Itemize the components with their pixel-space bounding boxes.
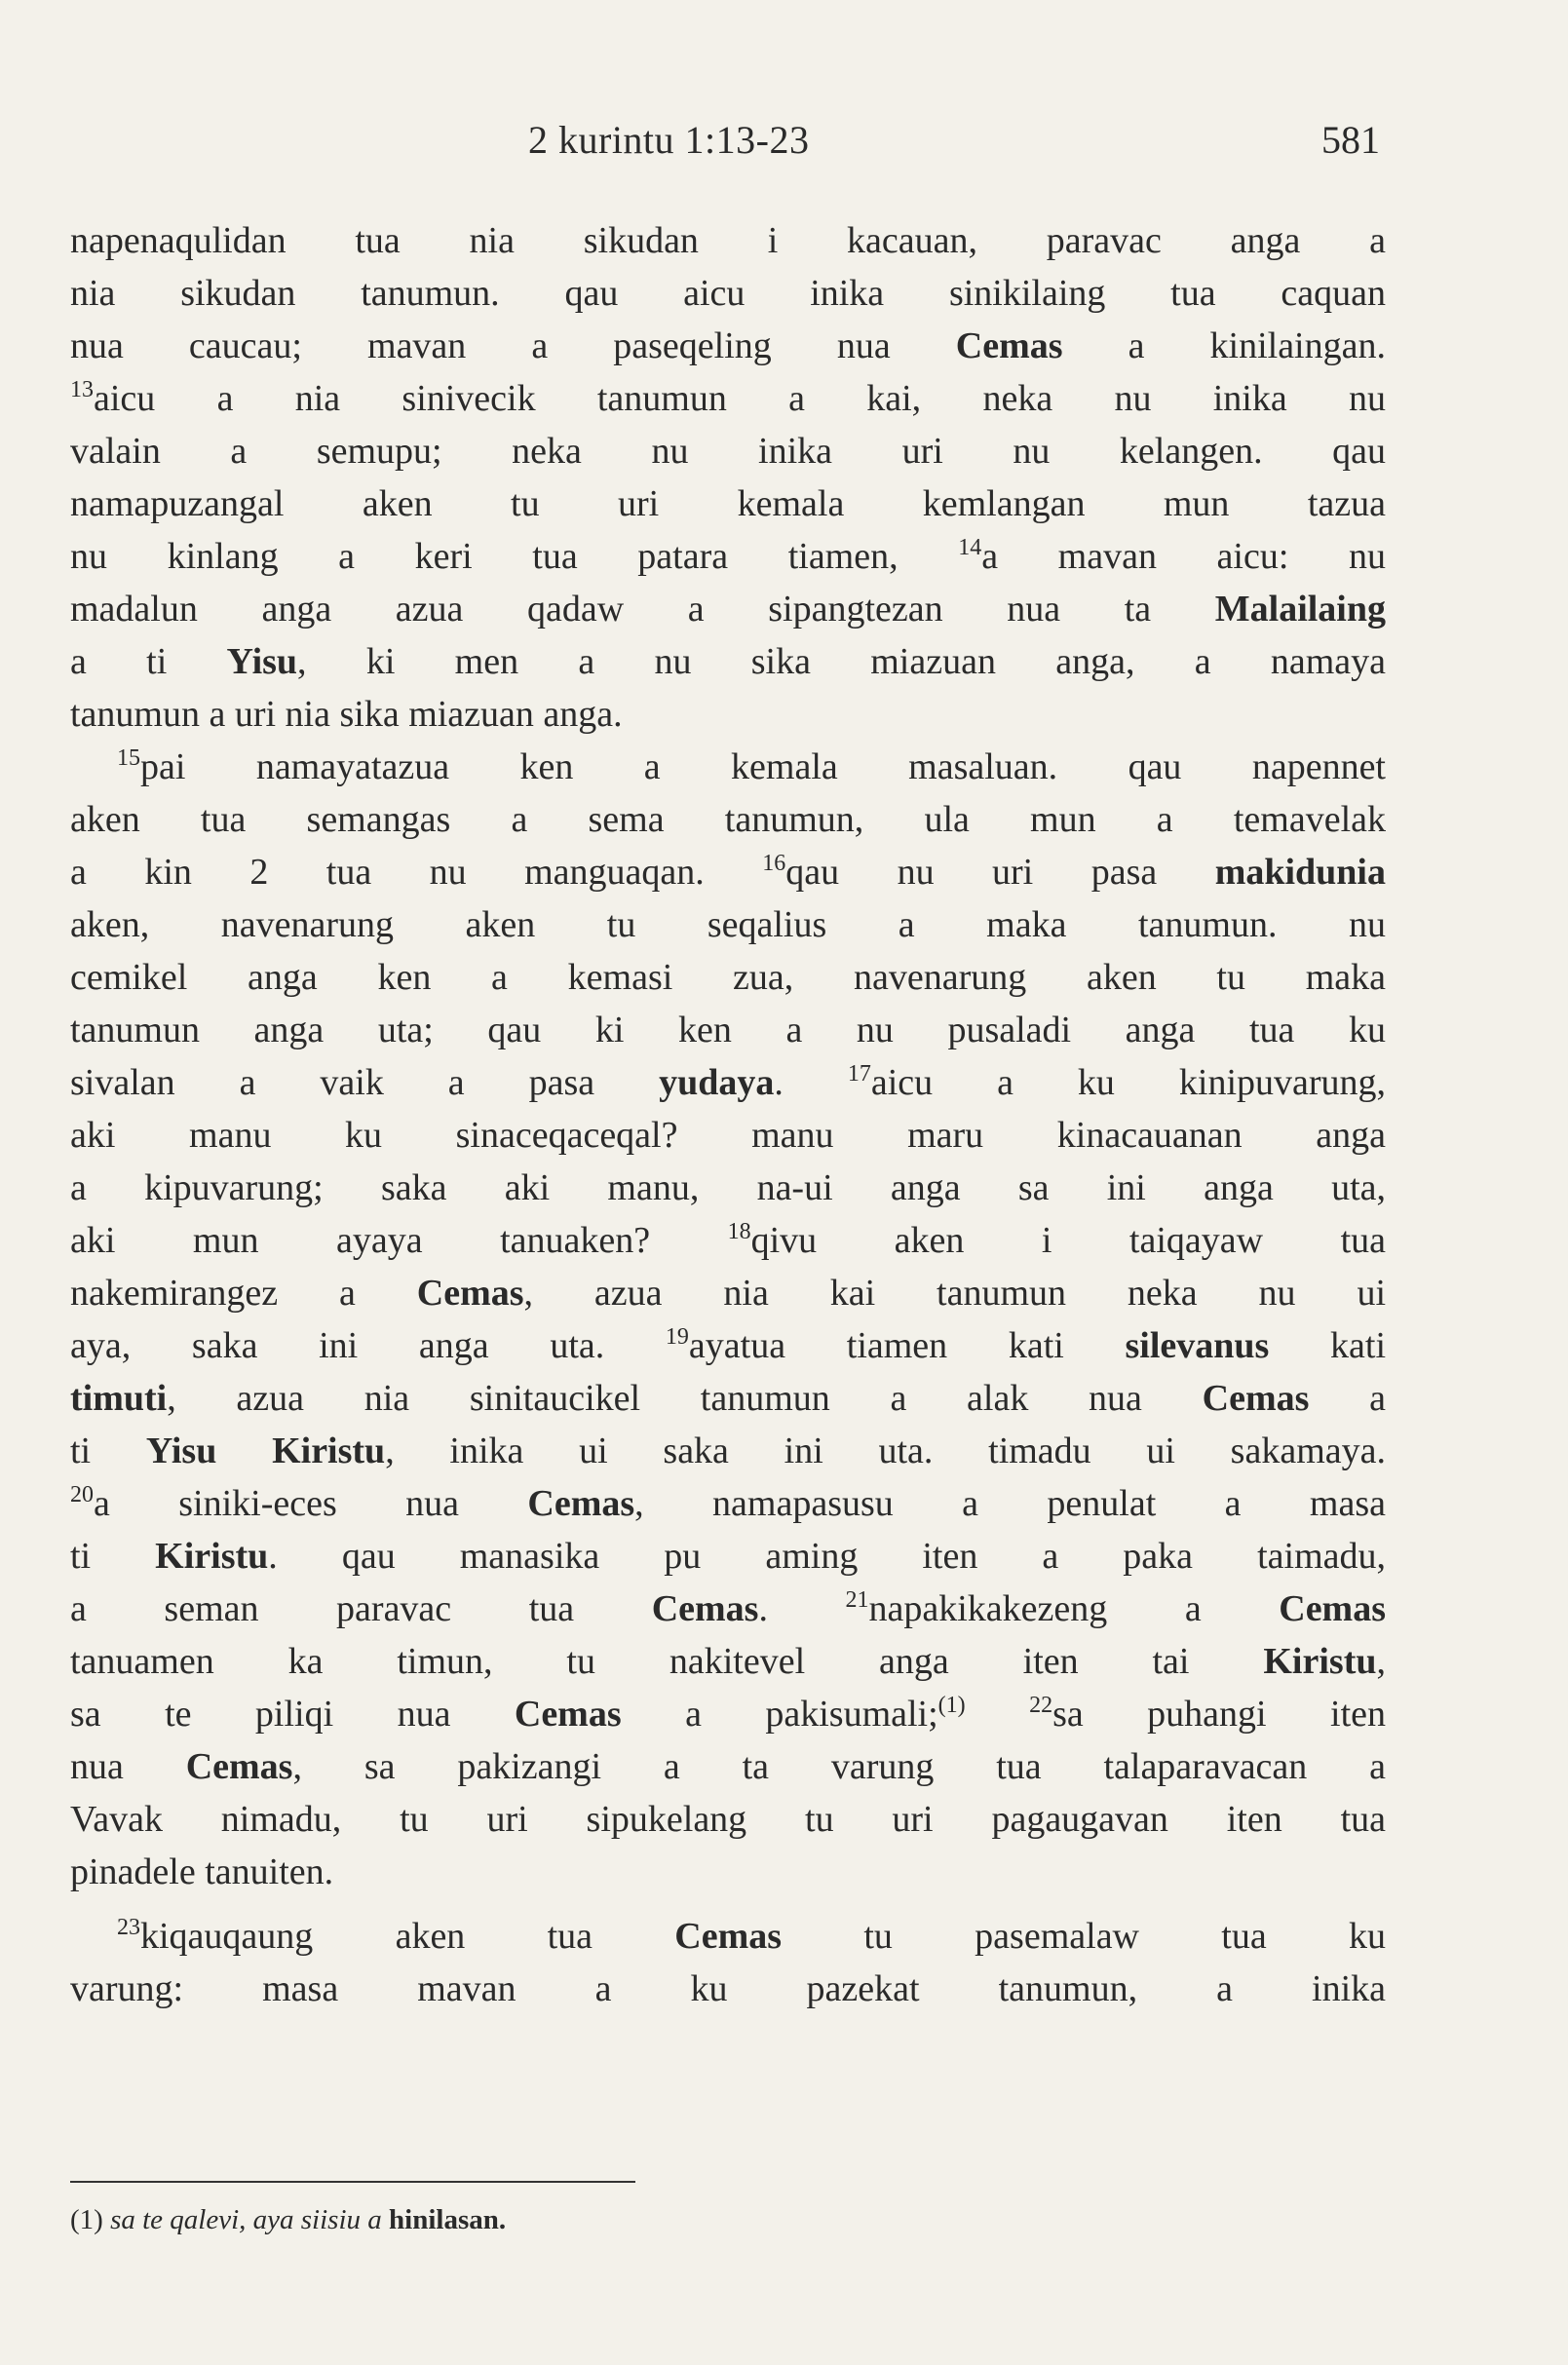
- text-line: Vavak nimadu, tu uri sipukelang tu uri pagaugavan iten tua: [70, 1799, 1386, 1840]
- bold-term: Cemas: [1279, 1588, 1387, 1629]
- text-line: a kin 2 tua nu manguaqan. $^{16}$qau nu uri pasa makidunia: [70, 851, 1386, 893]
- bold-term: Kiristu: [1263, 1641, 1377, 1682]
- text-line: aken, navenarung aken tu seqalius a maka tanumun. nu: [70, 904, 1386, 945]
- bold-term: Cemas: [185, 1746, 293, 1787]
- verse-number: 13: [70, 377, 94, 402]
- bold-term: yudaya: [659, 1062, 775, 1103]
- text-line: sivalan a vaik a pasa yudaya. $^{17}$aicu a ku kinipuvarung,: [70, 1061, 1387, 1103]
- footnote-text: sa te qalevi, aya siisiu a: [110, 2204, 382, 2235]
- text-line: tanuamen ka timun, tu nakitevel anga iten tai Kiristu,: [70, 1641, 1386, 1682]
- footnote: [70, 2204, 506, 2236]
- text-line: pinadele tanuiten.: [70, 1851, 334, 1892]
- bold-term: silevanus: [1125, 1325, 1270, 1366]
- text-line: nia sikudan tanumun. qau aicu inika sinikilaing tua caquan: [70, 273, 1386, 314]
- verse-number: 17: [847, 1061, 871, 1087]
- text-line: nua Cemas, sa pakizangi a ta varung tua talaparavacan a: [70, 1746, 1386, 1787]
- page-number: 581: [1321, 118, 1380, 162]
- bold-term: Cemas: [1202, 1378, 1310, 1419]
- verse-number: 18: [727, 1219, 751, 1244]
- text-line: tanumun anga uta; qau ki ken a nu pusaladi anga tua ku: [70, 1010, 1386, 1050]
- bold-term: Cemas: [651, 1588, 759, 1629]
- text-line: $^{23}$kiqauqaung aken tua Cemas tu pasemalaw tua ku: [117, 1915, 1386, 1957]
- verse-number: 20: [70, 1482, 94, 1507]
- bold-term: Cemas: [527, 1483, 635, 1524]
- text-line: cemikel anga ken a kemasi zua, navenarung aken tu maka: [70, 957, 1386, 998]
- page-title: 2 kurintu 1:13-23: [528, 118, 810, 162]
- verse-number: 22: [1029, 1693, 1053, 1718]
- text-line: tanumun a uri nia sika miazuan anga.: [70, 694, 623, 735]
- bold-term: Yisu: [226, 641, 298, 682]
- text-line: $^{13}$aicu a nia sinivecik tanumun a kai, neka nu inika nu: [70, 377, 1386, 419]
- bold-term: Yisu Kiristu: [145, 1430, 386, 1471]
- text-line: nu kinlang a keri tua patara tiamen, $^{14}$a mavan aicu: nu: [70, 535, 1386, 577]
- verse-number: 21: [845, 1587, 869, 1613]
- text-line: a kipuvarung; saka aki manu, na-ui anga sa ini anga uta,: [70, 1167, 1386, 1208]
- footnote-ref: (1): [937, 1693, 966, 1718]
- text-line: $^{20}$a siniki-eces nua Cemas, namapasusu a penulat a masa: [70, 1482, 1387, 1524]
- bold-term: Malailaing: [1214, 589, 1386, 629]
- bold-term: Cemas: [955, 325, 1063, 366]
- verse-number: 15: [117, 745, 140, 771]
- text-line: $^{15}$pai namayatazua ken a kemala masaluan. qau napennet: [117, 745, 1386, 787]
- verse-number: 23: [117, 1915, 140, 1940]
- text-line: aken tua semangas a sema tanumun, ula mun a temavelak: [70, 799, 1386, 840]
- verse-number: 14: [958, 535, 982, 560]
- text-line: timuti, azua nia sinitaucikel tanumun a alak nua Cemas a: [70, 1378, 1387, 1419]
- text-line: aya, saka ini anga uta. $^{19}$ayatua tiamen kati silevanus kati: [70, 1324, 1387, 1366]
- footnote-mark: (1): [70, 2204, 103, 2235]
- footnote-bold-term: hinilasan.: [389, 2204, 507, 2235]
- text-line: ti Yisu Kiristu, inika ui saka ini uta. timadu ui sakamaya.: [70, 1430, 1386, 1471]
- footnote-rule: [70, 2181, 635, 2183]
- bold-term: Cemas: [416, 1273, 524, 1314]
- bold-term: makidunia: [1214, 852, 1386, 893]
- body-text: [70, 214, 1386, 2015]
- text-line: aki mun ayaya tanuaken? $^{18}$qivu aken i taiqayaw tua: [70, 1219, 1386, 1261]
- text-line: nua caucau; mavan a paseqeling nua Cemas a kinilaingan.: [70, 325, 1386, 366]
- text-line: a ti Yisu, ki men a nu sika miazuan anga, a namaya: [70, 641, 1387, 682]
- text-line: ti Kiristu. qau manasika pu aming iten a paka taimadu,: [70, 1536, 1386, 1577]
- text-line: nakemirangez a Cemas, azua nia kai tanumun neka nu ui: [70, 1273, 1387, 1314]
- verse-number: 19: [665, 1324, 689, 1350]
- verse-number: 16: [762, 851, 786, 876]
- running-head: [0, 109, 1568, 168]
- text-line: namapuzangal aken tu uri kemala kemlangan mun tazua: [70, 483, 1386, 524]
- text-line: aki manu ku sinaceqaceqal? manu maru kinacauanan anga: [70, 1115, 1386, 1156]
- text-line: varung: masa mavan a ku pazekat tanumun, a inika: [70, 1968, 1386, 2009]
- bold-term: Kiristu: [155, 1536, 269, 1577]
- text-line: a seman paravac tua Cemas. $^{21}$napakikakezeng a Cemas: [70, 1587, 1387, 1629]
- bold-term: Cemas: [514, 1694, 622, 1735]
- text-line: sa te piliqi nua Cemas a pakisumali;$^{(1)}$ $^{22}$sa puhangi iten: [70, 1693, 1387, 1735]
- bold-term: timuti: [70, 1378, 168, 1419]
- text-line: valain a semupu; neka nu inika uri nu kelangen. qau: [70, 431, 1386, 472]
- text-line: napenaqulidan tua nia sikudan i kacauan, paravac anga a: [70, 220, 1386, 261]
- text-line: madalun anga azua qadaw a sipangtezan nua ta Malailaing: [70, 589, 1386, 629]
- bold-term: Cemas: [674, 1916, 783, 1957]
